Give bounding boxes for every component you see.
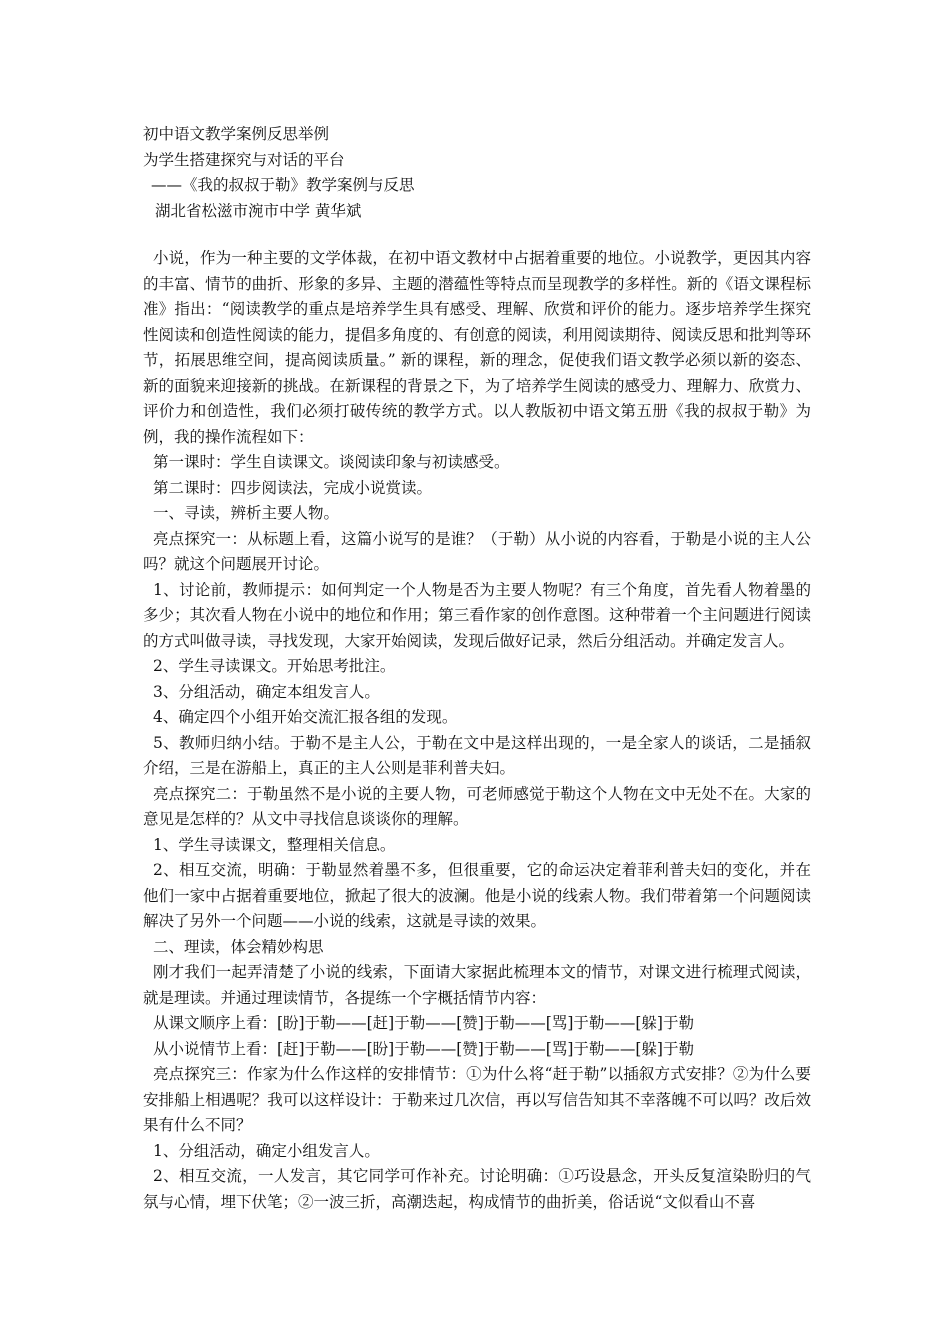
article-title: 为学生搭建探究与对话的平台 xyxy=(143,150,345,169)
article-subtitle: ——《我的叔叔于勒》教学案例与反思 xyxy=(151,176,415,194)
paragraph: 4、确定四个小组开始交流汇报各组的发现。 xyxy=(153,708,458,726)
paragraph: 亮点探究二：于勒虽然不是小说的主要人物，可老师感觉于勒这个人物在文中无处不在。大家的意见是怎样的？从文中寻找信息谈谈你的理解。 xyxy=(143,784,811,828)
paragraph: 1、学生寻读课文，整理相关信息。 xyxy=(153,835,396,854)
paragraph: 第一课时：学生自读课文。谈阅读印象与初读感受。 xyxy=(153,453,510,471)
paragraph: 1、分组活动，确定小组发言人。 xyxy=(153,1141,380,1160)
author-line: 湖北省松滋市涴市中学 黄华斌 xyxy=(155,201,362,220)
paragraph: 2、相互交流，明确：于勒显然着墨不多，但很重要，它的命运决定着菲利普夫妇的变化，并在他们一家中占据着重要地位，掀起了很大的波澜。他是小说的线索人物。我们带着第一个问题阅读解决了另外一个问题——小说的线索，这就是寻读的效果。 xyxy=(143,861,811,930)
paragraph: 刚才我们一起弄清楚了小说的线索，下面请大家据此梳理本文的情节，对课文进行梳理式阅读，就是理读。并通过理读情节，各提练一个字概括情节内容： xyxy=(143,963,811,1007)
paragraph: 2、相互交流，一人发言，其它同学可作补充。讨论明确：①巧设悬念，开头反复渲染盼归的气氛与心情，埋下伏笔；②一波三折，高潮迭起，构成情节的曲折美，俗话说“文似看山不喜 xyxy=(143,1167,811,1211)
plot-sequence-line: 从课文顺序上看：[盼]于勒——[赶]于勒——[赞]于勒——[骂]于勒——[躲]于勒 xyxy=(153,1014,694,1032)
document-category-title: 初中语文教学案例反思举例 xyxy=(143,125,330,143)
paragraph: 亮点探究三：作家为什么作这样的安排情节：①为什么将“赶于勒”以插叙方式安排？②为什么要安排船上相遇呢？我可以这样设计：于勒来过几次信，再以写信告知其不幸落魄不可以吗？改后效果有什么不同？ xyxy=(143,1065,811,1134)
paragraph: 2、学生寻读课文。开始思考批注。 xyxy=(153,657,396,675)
document-header xyxy=(143,122,823,224)
paragraph: 第二课时：四步阅读法，完成小说赏读。 xyxy=(153,478,433,497)
paragraph: 1、讨论前，教师提示：如何判定一个人物是否为主要人物呢？有三个角度，首先看人物着墨的多少；其次看人物在小说中的地位和作用；第三看作家的创作意图。这种带着一个主问题进行阅读的方式叫做寻读，寻找发现，大家开始阅读，发现后做好记录，然后分组活动。并确定发言人。 xyxy=(143,580,811,650)
paragraph-intro: 小说，作为一种主要的文学体裁，在初中语文教材中占据着重要的地位。小说教学，更因其内容的丰富、情节的曲折、形象的多异、主题的潜蕴性等特点而呈现教学的多样性。新的《语文课程标准》指出：“阅读教学的重点是培养学生具有感受、理解、欣赏和评价的能力。逐步培养学生探究性阅读和创造性阅读的能力，提倡多角度的、有创意的阅读，利用阅读期待、阅读反思和批判等环节，拓展思维空间，提高阅读质量。” 新的课程，新的理念，促使我们语文教学必须以新的姿态、新的面貌来迎接新的挑战。在新课程的背景之下，为了培养学生阅读的感受力、理解力、欣赏力、评价力和创造性，我们必须打破传统的教学方式。以人教版初中语文第五册《我的叔叔于勒》为例，我的操作流程如下： xyxy=(143,249,811,446)
section-heading: 一、寻读，辨析主要人物。 xyxy=(153,504,340,522)
paragraph: 亮点探究一：从标题上看，这篇小说写的是谁？（于勒）从小说的内容看，于勒是小说的主人公吗？就这个问题展开讨论。 xyxy=(143,529,811,573)
article-body xyxy=(143,246,811,1215)
paragraph: 3、分组活动，确定本组发言人。 xyxy=(153,682,380,701)
section-heading: 二、理读，体会精妙构思 xyxy=(153,937,324,956)
paragraph: 5、教师归纳小结。于勒不是主人公，于勒在文中是这样出现的，一是全家人的谈话，二是插叙介绍，三是在游船上，真正的主人公则是菲利普夫妇。 xyxy=(143,733,811,777)
plot-sequence-line: 从小说情节上看：[赶]于勒——[盼]于勒——[赞]于勒——[骂]于勒——[躲]于勒 xyxy=(153,1039,694,1058)
